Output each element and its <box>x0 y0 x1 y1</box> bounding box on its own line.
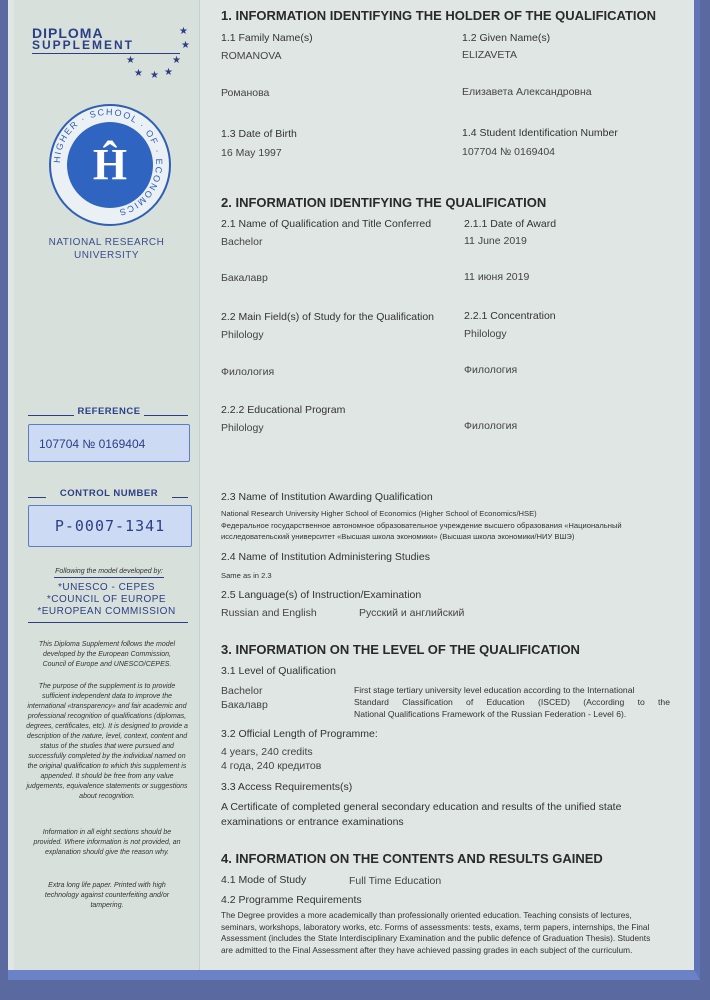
field-of-study-value-ru: Филология <box>221 366 275 378</box>
model-caption: Following the model developed by: <box>55 568 163 575</box>
requirements-text <box>221 910 650 956</box>
sidebar <box>14 0 200 980</box>
length-value: 4 years, 240 credits <box>221 746 313 758</box>
university-name <box>14 236 199 262</box>
logo-line-supplement: SUPPLEMENT <box>32 38 135 52</box>
student-id-label: 1.4 Student Identification Number <box>462 127 618 139</box>
control-title: CONTROL NUMBER <box>46 488 172 499</box>
institution-line: National Research University Higher School of Economics (Higher School of Economics/HSE) <box>221 509 537 518</box>
requirements-line: Assessment (includes the State Interdisciplinary Examination and the public defence of Graduation Thesis). Students <box>221 933 651 943</box>
mode-value: Full Time Education <box>349 875 442 887</box>
family-name-label: 1.1 Family Name(s) <box>221 32 313 44</box>
qualification-name-value: Bachelor <box>221 236 263 248</box>
logo-line-diploma: DIPLOMA <box>32 25 104 41</box>
institution-awarding-label: 2.3 Name of Institution Awarding Qualification <box>221 491 433 503</box>
concentration-label: 2.2.1 Concentration <box>464 310 556 322</box>
language-value: Russian and English <box>221 607 317 619</box>
seal-ring-text: HIGHER · SCHOOL · OF · ECONOMICS <box>51 106 165 218</box>
model-item: *UNESCO - CEPES <box>58 582 155 593</box>
note-purpose: The purpose of the supplement is to provide sufficient independent data to improve the international «transparency» and fair academic and professional recognition of qualifications (diplomas, degrees, certificates, etc). It is designed to provide a description of the nature, level, context, content and status of the studies that were pursued and successfully completed by the individual named on the original qualification to which this supplement is appended. It should be free from any value judgements, equivalence statements or suggestions about recognition. <box>26 683 188 800</box>
requirements-line: The Degree provides a more academically than professionally oriented education. Teaching consists of lectures, <box>221 910 632 920</box>
student-id-value: 107704 № 0169404 <box>462 146 556 158</box>
requirements-label: 4.2 Programme Requirements <box>221 894 362 906</box>
access-line: examinations or entrance examinations <box>221 816 404 828</box>
access-line: A Certificate of completed general secondary education and results of the unified state <box>221 801 622 813</box>
university-line-1: NATIONAL RESEARCH <box>48 237 165 248</box>
award-date-value: 11 June 2019 <box>464 235 527 247</box>
given-name-value: ELIZAVETA <box>462 49 518 61</box>
note-model: This Diploma Supplement follows the model developed by the European Commission, Council of Europe and UNESCO/CEPES. <box>38 641 176 668</box>
language-label: 2.5 Language(s) of Instruction/Examination <box>221 589 422 601</box>
model-rule <box>54 577 164 578</box>
dob-value: 16 May 1997 <box>221 147 282 159</box>
model-list <box>14 582 199 618</box>
family-name-value: ROMANOVA <box>221 50 282 62</box>
language-value-ru: Русский и английский <box>359 607 465 619</box>
institution-admin-label: 2.4 Name of Institution Administering Studies <box>221 551 430 563</box>
length-label: 3.2 Official Length of Programme: <box>221 728 378 740</box>
program-label: 2.2.2 Educational Program <box>221 404 346 416</box>
mode-label: 4.1 Mode of Study <box>221 874 307 886</box>
note-sections: Information in all eight sections should be provided. Where information is not provided, an explanation should give the reason why. <box>33 829 181 856</box>
qualification-name-value-ru: Бакалавр <box>221 272 268 284</box>
logo-underline <box>32 53 180 54</box>
requirements-line: are admitted to the Final Assessment after they have achieved passing grades in each subject of the curriculum. <box>221 944 633 955</box>
access-label: 3.3 Access Requirements(s) <box>221 781 353 793</box>
family-name-value-ru: Романова <box>221 87 270 99</box>
level-description <box>354 684 670 720</box>
institution-admin-value: Same as in 2.3 <box>221 571 272 580</box>
model-item: *COUNCIL OF EUROPE <box>46 594 167 605</box>
institution-line: Федеральное государственное автономное образовательное учреждение высшего образования «Национальный <box>221 520 622 530</box>
concentration-value: Philology <box>464 328 507 340</box>
requirements-line: seminars, workshops, laboratory works, etc. Forms of assessments: tests, exams, term papers, internships, the Final <box>221 921 650 932</box>
star-icon: ★ <box>126 55 135 66</box>
length-value-ru: 4 года, 240 кредитов <box>221 760 322 772</box>
model-item: *EUROPEAN COMMISSION <box>37 606 176 617</box>
section-3-title: 3. INFORMATION ON THE LEVEL OF THE QUALIFICATION <box>221 642 580 657</box>
university-seal <box>49 104 171 226</box>
award-date-value-ru: 11 июня 2019 <box>464 271 530 283</box>
model-bottom-rule <box>28 622 188 623</box>
reference-box: 107704 № 0169404 <box>28 424 190 462</box>
star-icon: ★ <box>179 26 188 37</box>
star-icon: ★ <box>164 67 173 78</box>
award-date-label: 2.1.1 Date of Award <box>464 218 557 230</box>
diploma-supplement-page <box>8 0 700 980</box>
field-of-study-value: Philology <box>221 329 264 341</box>
control-box: P-0007-1341 <box>28 505 192 547</box>
given-name-label: 1.2 Given Name(s) <box>462 32 551 44</box>
level-description-line: National Qualifications Framework of the Russian Federation - Level 6). <box>354 709 627 719</box>
university-line-2: UNIVERSITY <box>73 250 139 261</box>
access-value <box>221 800 621 830</box>
institution-awarding-value <box>221 508 622 543</box>
program-value-ru: Филология <box>464 420 518 432</box>
section-2-title: 2. INFORMATION IDENTIFYING THE QUALIFICATION <box>221 195 547 210</box>
level-value-ru: Бакалавр <box>221 699 268 711</box>
reference-title: REFERENCE <box>74 406 144 417</box>
seal-letter-icon: Ĥ <box>92 140 128 189</box>
institution-line: исследовательский университет «Высшая школа экономики» (Высшая школа экономики/НИУ ВШЭ) <box>221 532 575 541</box>
level-description-line: First stage tertiary university level education according to the International <box>354 685 635 695</box>
section-4-title: 4. INFORMATION ON THE CONTENTS AND RESULTS GAINED <box>221 851 603 866</box>
concentration-value-ru: Филология <box>464 364 518 376</box>
star-icon: ★ <box>172 55 181 66</box>
qualification-name-label: 2.1 Name of Qualification and Title Conferred <box>221 218 432 230</box>
level-description-line: Standard Classification of Education (ISCED) (According to the <box>354 697 670 707</box>
section-1-title: 1. INFORMATION IDENTIFYING THE HOLDER OF THE QUALIFICATION <box>221 8 657 23</box>
star-icon: ★ <box>181 40 190 51</box>
program-value: Philology <box>221 422 264 434</box>
seal-emblem <box>67 122 153 208</box>
dob-label: 1.3 Date of Birth <box>221 128 297 140</box>
given-name-value-ru: Елизавета Александровна <box>462 86 592 98</box>
level-label: 3.1 Level of Qualification <box>221 665 336 677</box>
field-of-study-label: 2.2 Main Field(s) of Study for the Qualification <box>221 311 435 323</box>
note-paper: Extra long life paper. Printed with high technology against counterfeiting and/or tampering. <box>44 882 170 909</box>
level-value: Bachelor <box>221 685 263 697</box>
star-icon: ★ <box>150 70 159 81</box>
star-icon: ★ <box>134 68 143 79</box>
